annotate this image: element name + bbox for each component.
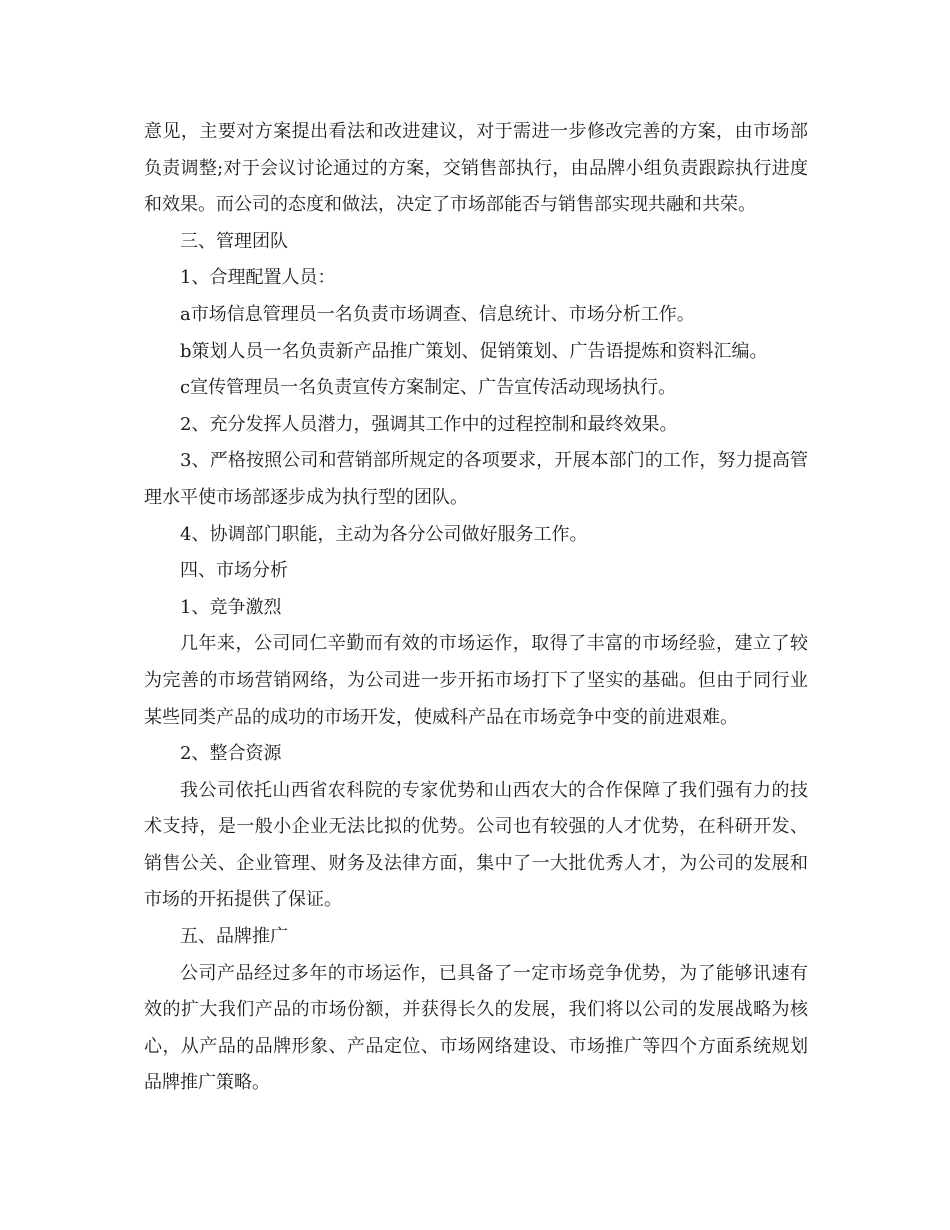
paragraph-resources: 我公司依托山西省农科院的专家优势和山西农大的合作保障了我们强有力的技术支持，是一般小企业无法比拟的优势。公司也有较强的人才优势，在科研开发、销售公关、企业管理、财务及法律方面，集中了一大批优秀人才，为公司的发展和市场的开拓提供了保证。: [144, 779, 808, 911]
heading-brand-promotion: 五、品牌推广: [180, 926, 288, 948]
paragraph-competition: 几年来，公司同仁辛勤而有效的市场运作，取得了丰富的市场经验，建立了较为完善的市场营销网络，为公司进一步开拓市场打下了坚实的基础。但由于同行业某些同类产品的成功的市场开发，使威科产品在市场竞争中变的前进艰难。: [144, 633, 808, 728]
subheading-resources: 2、整合资源: [180, 743, 282, 765]
list-item-market-info-manager: a市场信息管理员一名负责市场调查、信息统计、市场分析工作。: [180, 303, 695, 325]
subheading-competition: 1、竞争激烈: [180, 596, 282, 618]
document-body: [144, 114, 808, 1102]
paragraph-continuation: 意见，主要对方案提出看法和改进建议，对于需进一步修改完善的方案，由市场部负责调整;对于会议讨论通过的方案，交销售部执行，由品牌小组负责跟踪执行进度和效果。而公司的态度和做法，决定了市场部能否与销售部实现共融和共荣。: [144, 121, 808, 216]
list-item-publicity-manager: c宣传管理员一名负责宣传方案制定、广告宣传活动现场执行。: [180, 377, 677, 399]
list-item-planner: b策划人员一名负责新产品推广策划、促销策划、广告语提炼和资料汇编。: [180, 340, 768, 362]
list-item-staff-potential: 2、充分发挥人员潜力，强调其工作中的过程控制和最终效果。: [180, 413, 678, 435]
list-item-coordination: 4、协调部门职能，主动为各分公司做好服务工作。: [180, 523, 588, 545]
list-item-requirements: 3、严格按照公司和营销部所规定的各项要求，开展本部门的工作，努力提高管理水平使市场部逐步成为执行型的团队。: [144, 450, 808, 508]
paragraph-brand-promotion: 公司产品经过多年的市场运作，已具备了一定市场竞争优势，为了能够讯速有效的扩大我们产品的市场份额，并获得长久的发展，我们将以公司的发展战略为核心，从产品的品牌形象、产品定位、市场网络建设、市场推广等四个方面系统规划品牌推广策略。: [144, 962, 808, 1094]
heading-management-team: 三、管理团队: [180, 230, 288, 252]
list-item-staffing: 1、合理配置人员：: [180, 267, 336, 289]
heading-market-analysis: 四、市场分析: [180, 560, 288, 582]
